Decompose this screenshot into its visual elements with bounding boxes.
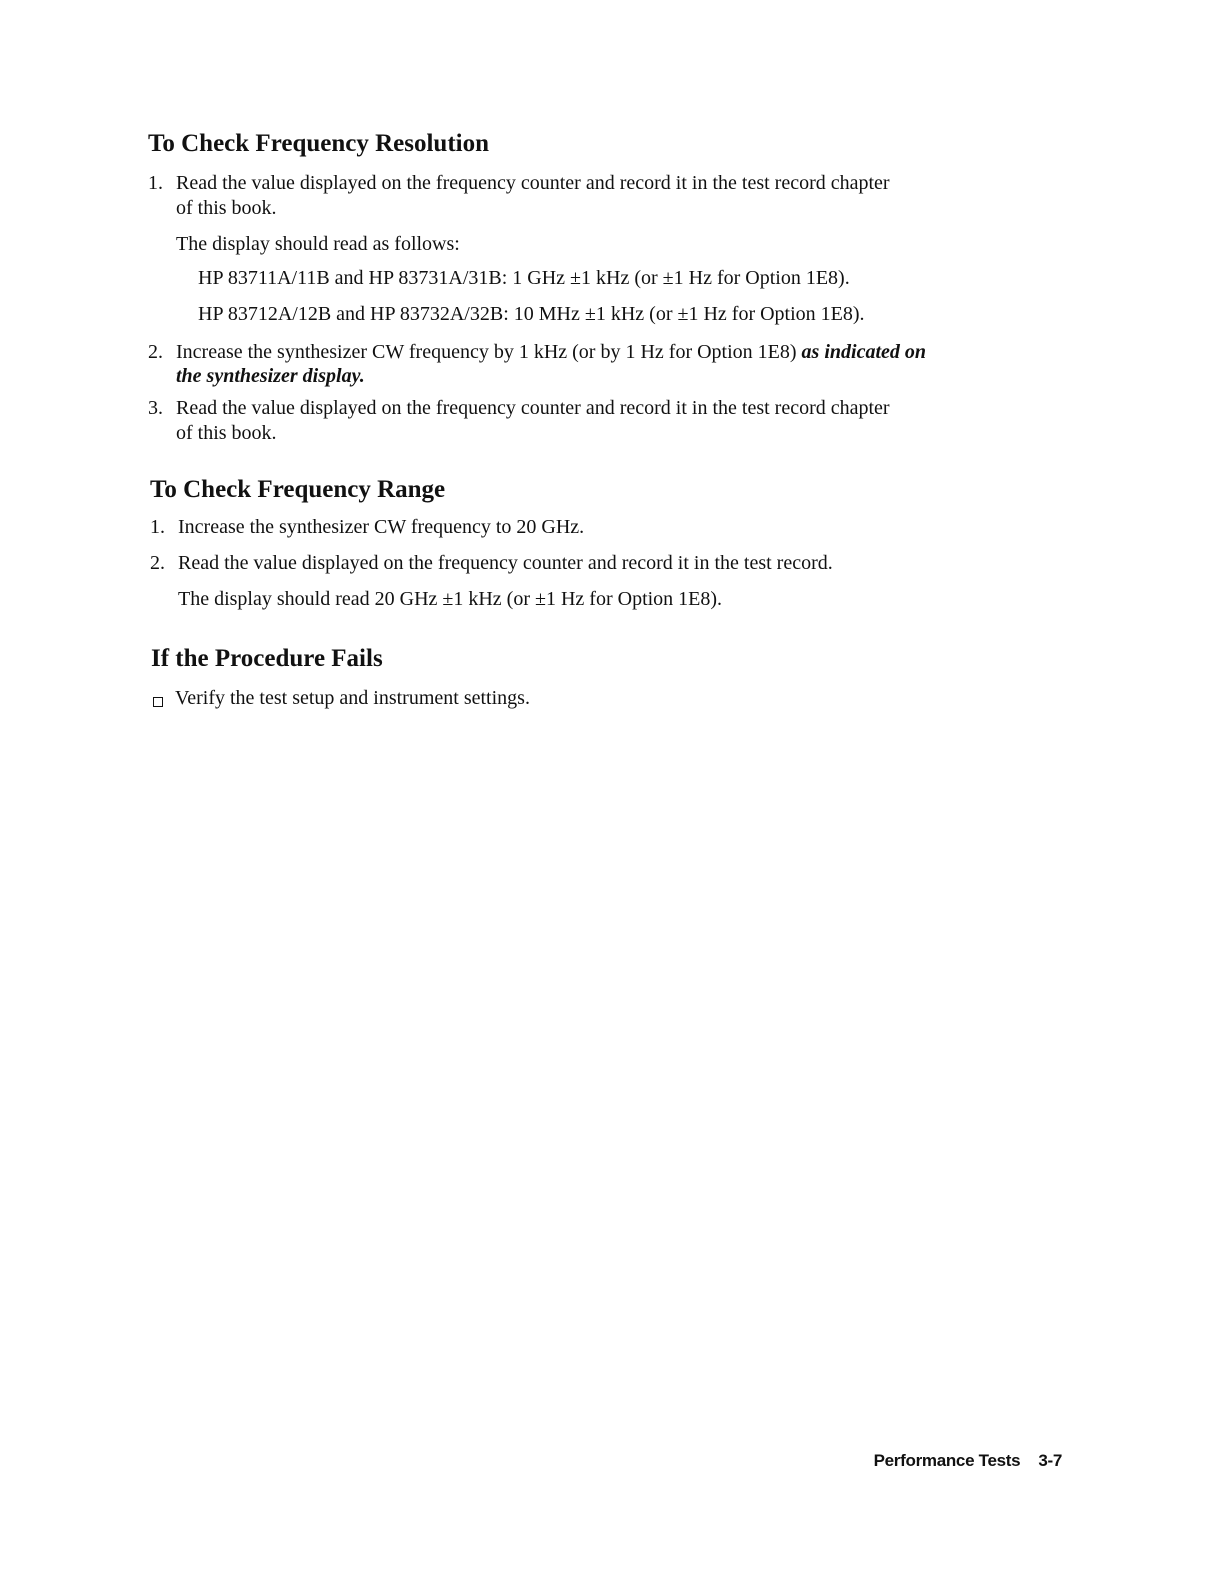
section-heading-procedure-fails: If the Procedure Fails <box>151 645 383 672</box>
step-number: 1. <box>150 516 165 538</box>
footer-page-number: 3-7 <box>1038 1451 1062 1470</box>
checklist-item: Verify the test setup and instrument settings. <box>175 687 530 709</box>
step-note: The display should read as follows: <box>176 233 460 255</box>
section-heading-frequency-resolution: To Check Frequency Resolution <box>148 130 490 157</box>
step-note: The display should read 20 GHz ±1 kHz (or ±1 Hz for Option 1E8). <box>178 588 723 610</box>
step-number: 2. <box>148 341 163 363</box>
step-number: 1. <box>148 172 163 194</box>
footer-section-title: Performance Tests <box>873 1451 1021 1470</box>
model-spec-line: HP 83711A/11B and HP 83731A/31B: 1 GHz ±1 kHz (or ±1 Hz for Option 1E8). <box>198 267 850 289</box>
step-text-emphasis-continued: the synthesizer display. <box>176 365 365 387</box>
section-heading-frequency-range: To Check Frequency Range <box>150 476 446 503</box>
step-text: Read the value displayed on the frequency counter and record it in the test record chapter <box>176 172 890 194</box>
step-text <box>176 340 926 364</box>
step-text-continued: of this book. <box>176 197 277 219</box>
step-text: Read the value displayed on the frequency counter and record it in the test record. <box>178 552 833 574</box>
step-text: Increase the synthesizer CW frequency to 20 GHz. <box>178 516 585 538</box>
step-text-plain: Increase the synthesizer CW frequency by 1 kHz (or by 1 Hz for Option 1E8) <box>176 341 797 363</box>
step-text-continued: of this book. <box>176 422 277 444</box>
page-footer <box>874 1450 1062 1472</box>
step-text: Read the value displayed on the frequency counter and record it in the test record chapter <box>176 397 890 419</box>
step-text-emphasis: as indicated on <box>801 341 926 363</box>
step-number: 3. <box>148 397 163 419</box>
checkbox-icon <box>153 697 163 707</box>
step-number: 2. <box>150 552 165 574</box>
model-spec-line: HP 83712A/12B and HP 83732A/32B: 10 MHz ±1 kHz (or ±1 Hz for Option 1E8). <box>198 303 865 325</box>
